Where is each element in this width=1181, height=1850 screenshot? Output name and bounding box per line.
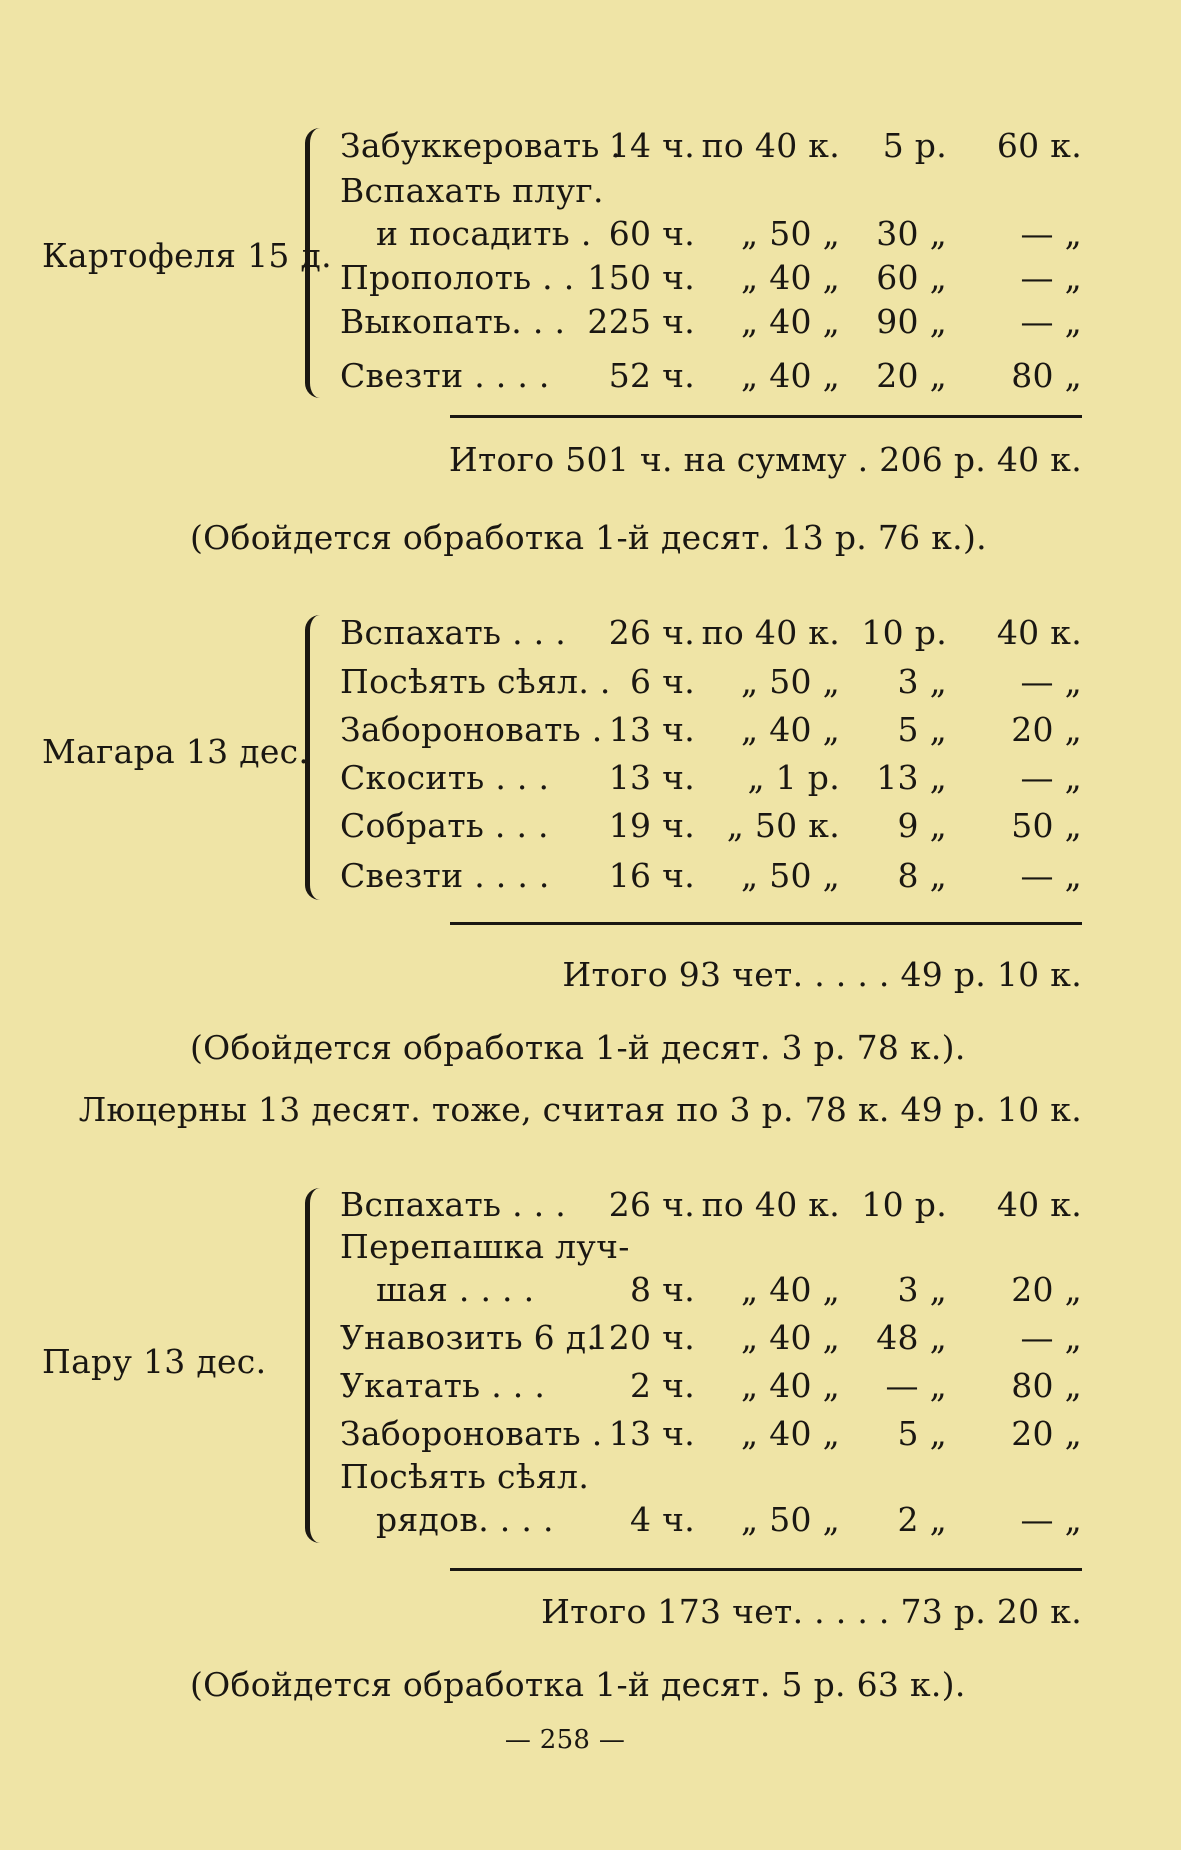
work-item-cont: рядов. . . . <box>376 1500 554 1539</box>
page-number: — 258 — <box>504 1725 626 1755</box>
fallow-label: Пару 13 дес. <box>42 1342 267 1381</box>
potato-label: Картофеля 15 д. <box>42 236 332 275</box>
potato-total-rule <box>450 415 1082 418</box>
kopecks-value: — „ <box>1020 856 1082 895</box>
hours-value: 52 ч. <box>608 356 695 395</box>
potato-note: (Обойдется обработка 1-й десят. 13 р. 76 к.). <box>190 518 987 557</box>
rubles-value: — „ <box>885 1366 947 1405</box>
fallow-total-rule <box>450 1568 1082 1571</box>
work-item: Укатать . . . <box>340 1366 546 1405</box>
work-item-cont: шая . . . . <box>376 1270 535 1309</box>
work-item: Забороновать . <box>340 710 603 749</box>
work-item: Вспахать . . . <box>340 1185 567 1224</box>
rate-value: „ 40 „ <box>741 1270 840 1309</box>
rubles-value: 13 „ <box>876 758 947 797</box>
potato-brace <box>305 128 320 398</box>
magara-total-rule <box>450 922 1082 925</box>
kopecks-value: — „ <box>1020 662 1082 701</box>
rubles-value: 30 „ <box>876 214 947 253</box>
rubles-value: 48 „ <box>876 1318 947 1357</box>
rate-value: по 40 к. <box>701 126 840 165</box>
kopecks-value: — „ <box>1020 258 1082 297</box>
kopecks-value: 80 „ <box>1011 356 1082 395</box>
work-item: Прополоть . . <box>340 258 575 297</box>
kopecks-value: 40 к. <box>996 1185 1082 1224</box>
rubles-value: 20 „ <box>876 356 947 395</box>
kopecks-value: 50 „ <box>1011 806 1082 845</box>
fallow-total: Итого 173 чет. . . . . 73 р. 20 к. <box>541 1592 1082 1631</box>
rate-value: „ 50 к. <box>726 806 840 845</box>
hours-value: 60 ч. <box>608 214 695 253</box>
potato-total: Итого 501 ч. на сумму . 206 р. 40 к. <box>448 440 1082 479</box>
work-item-cont: и посадить . <box>376 214 592 253</box>
rubles-value: 10 р. <box>861 613 947 652</box>
rate-value: „ 50 „ <box>741 1500 840 1539</box>
fallow-note: (Обойдется обработка 1-й десят. 5 р. 63 к.). <box>190 1665 966 1704</box>
work-item: Посѣять сѣял. . <box>340 662 611 701</box>
work-item: Скосить . . . <box>340 758 550 797</box>
rate-value: по 40 к. <box>701 1185 840 1224</box>
hours-value: 225 ч. <box>587 302 695 341</box>
hours-value: 8 ч. <box>630 1270 695 1309</box>
work-item: Забуккеровать . <box>340 126 622 165</box>
kopecks-value: 60 к. <box>996 126 1082 165</box>
hours-value: 6 ч. <box>630 662 695 701</box>
rubles-value: 5 „ <box>897 710 947 749</box>
rate-value: „ 40 „ <box>741 258 840 297</box>
hours-value: 150 ч. <box>587 258 695 297</box>
rubles-value: 60 „ <box>876 258 947 297</box>
fallow-brace <box>305 1188 320 1543</box>
rubles-value: 5 „ <box>897 1414 947 1453</box>
magara-brace <box>305 615 320 900</box>
rate-value: „ 40 „ <box>741 356 840 395</box>
kopecks-value: — „ <box>1020 214 1082 253</box>
rate-value: „ 40 „ <box>741 1414 840 1453</box>
rate-value: „ 40 „ <box>741 710 840 749</box>
work-item: Свезти . . . . <box>340 856 550 895</box>
work-item: Вспахать . . . <box>340 613 567 652</box>
rubles-value: 9 „ <box>897 806 947 845</box>
magara-note: (Обойдется обработка 1-й десят. 3 р. 78 к.). <box>190 1028 966 1067</box>
work-item: Выкопать. . . <box>340 302 566 341</box>
kopecks-value: 40 к. <box>996 613 1082 652</box>
hours-value: 4 ч. <box>630 1500 695 1539</box>
work-item: Перепашка луч- <box>340 1227 630 1266</box>
rate-value: „ 40 „ <box>741 302 840 341</box>
rubles-value: 90 „ <box>876 302 947 341</box>
magara-total: Итого 93 чет. . . . . 49 р. 10 к. <box>562 955 1082 994</box>
rate-value: по 40 к. <box>701 613 840 652</box>
hours-value: 13 ч. <box>608 1414 695 1453</box>
kopecks-value: — „ <box>1020 758 1082 797</box>
kopecks-value: 20 „ <box>1011 1414 1082 1453</box>
work-item: Забороновать . <box>340 1414 603 1453</box>
rubles-value: 3 „ <box>897 1270 947 1309</box>
hours-value: 2 ч. <box>630 1366 695 1405</box>
hours-value: 16 ч. <box>608 856 695 895</box>
work-item: Вспахать плуг. <box>340 171 604 210</box>
kopecks-value: 20 „ <box>1011 710 1082 749</box>
rate-value: „ 50 „ <box>741 662 840 701</box>
hours-value: 13 ч. <box>608 758 695 797</box>
rubles-value: 3 „ <box>897 662 947 701</box>
hours-value: 120 ч. <box>587 1318 695 1357</box>
rubles-value: 10 р. <box>861 1185 947 1224</box>
kopecks-value: 20 „ <box>1011 1270 1082 1309</box>
kopecks-value: — „ <box>1020 1318 1082 1357</box>
work-item: Свезти . . . . <box>340 356 550 395</box>
hours-value: 14 ч. <box>608 126 695 165</box>
work-item: Собрать . . . <box>340 806 549 845</box>
hours-value: 26 ч. <box>608 613 695 652</box>
work-item: Унавозить 6 д. . <box>340 1318 619 1357</box>
work-item: Посѣять сѣял. <box>340 1457 590 1496</box>
rate-value: „ 40 „ <box>741 1366 840 1405</box>
rate-value: „ 40 „ <box>741 1318 840 1357</box>
rubles-value: 2 „ <box>897 1500 947 1539</box>
rubles-value: 8 „ <box>897 856 947 895</box>
magara-label: Магара 13 дес. <box>42 732 310 771</box>
rate-value: „ 1 р. <box>747 758 840 797</box>
rubles-value: 5 р. <box>882 126 947 165</box>
lucerne-line: Люцерны 13 десят. тоже, считая по 3 р. 78 к. 49 р. 10 к. <box>78 1090 1082 1129</box>
kopecks-value: — „ <box>1020 302 1082 341</box>
kopecks-value: 80 „ <box>1011 1366 1082 1405</box>
hours-value: 19 ч. <box>608 806 695 845</box>
rate-value: „ 50 „ <box>741 214 840 253</box>
rate-value: „ 50 „ <box>741 856 840 895</box>
hours-value: 26 ч. <box>608 1185 695 1224</box>
hours-value: 13 ч. <box>608 710 695 749</box>
kopecks-value: — „ <box>1020 1500 1082 1539</box>
